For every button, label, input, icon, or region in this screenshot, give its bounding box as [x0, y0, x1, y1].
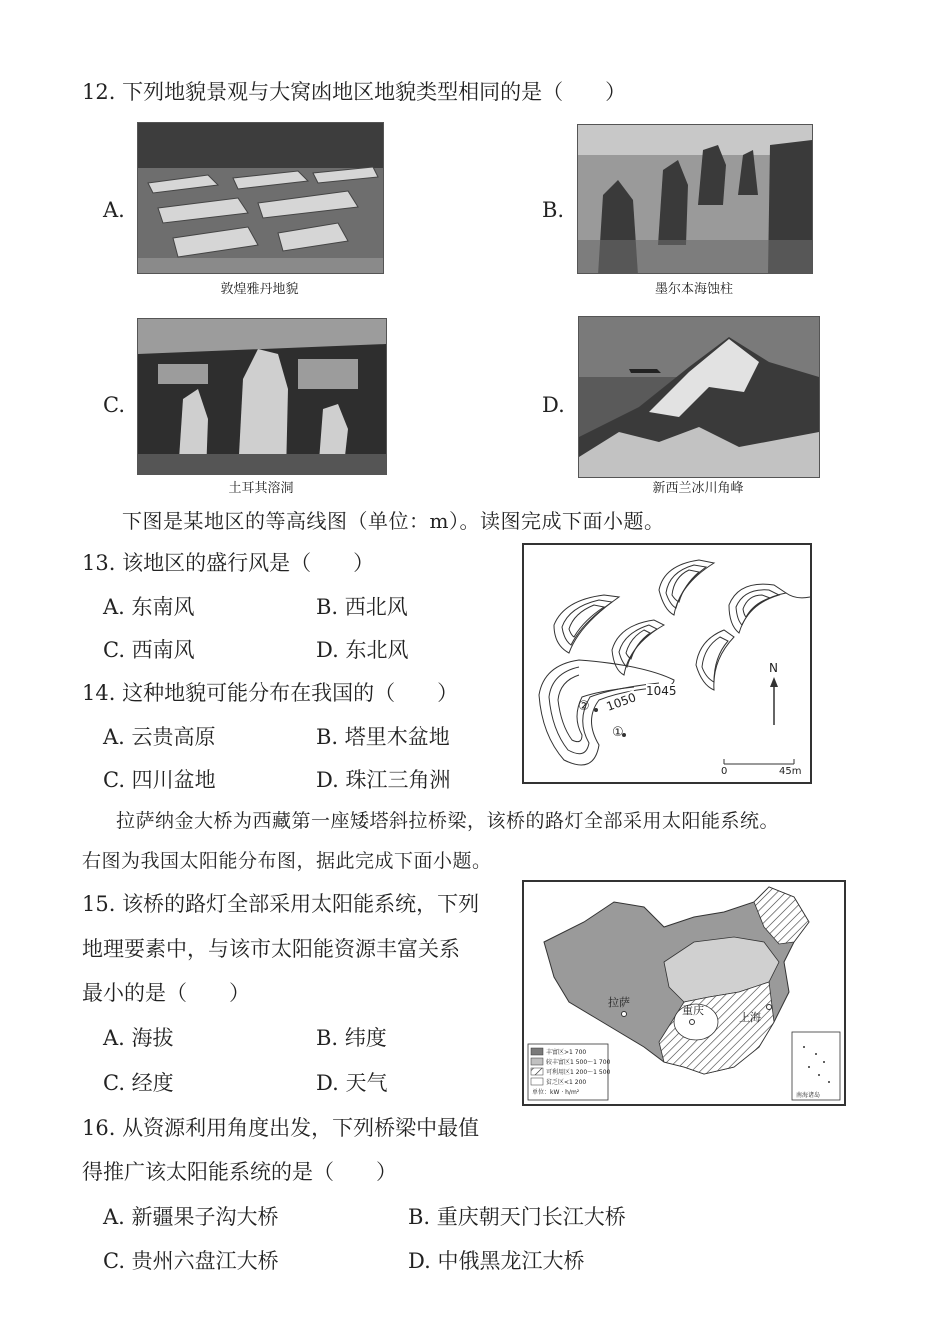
- contour-intro: 下图是某地区的等高线图（单位：m）。读图完成下面小题。: [122, 509, 665, 533]
- q14-option-c[interactable]: C. 四川盆地: [103, 768, 216, 792]
- q12-option-d-caption: 新西兰冰川角峰: [652, 481, 744, 496]
- q15-option-b[interactable]: B. 纬度: [316, 1026, 387, 1050]
- q15-stem-line1: 15. 该桥的路灯全部采用太阳能系统，下列: [82, 892, 480, 916]
- q16-option-b[interactable]: B. 重庆朝天门长江大桥: [408, 1205, 626, 1229]
- glacial-horn-photo: [578, 316, 820, 478]
- q12-option-a-caption: 敦煌雅丹地貌: [220, 282, 299, 297]
- q16-stem-line1: 16. 从资源利用角度出发，下列桥梁中最值: [82, 1116, 480, 1140]
- q13-option-a[interactable]: A. 东南风: [103, 595, 195, 619]
- legend-rich: 丰富区>1 700: [546, 1049, 587, 1056]
- q15-stem-line3: 最小的是（ ）: [82, 981, 250, 1005]
- city-shanghai-label: 上海: [739, 1011, 761, 1024]
- contour-label-1045: 1045: [646, 684, 677, 698]
- q14-stem: 14. 这种地貌可能分布在我国的（ ）: [82, 681, 459, 705]
- sea-stack-photo: [577, 124, 813, 274]
- solar-map: [522, 880, 846, 1106]
- q12-option-b-letter: B.: [542, 198, 565, 222]
- scale-end-label: 45m: [779, 766, 802, 777]
- q14-option-a[interactable]: A. 云贵高原: [103, 725, 216, 749]
- q15-stem-line2: 地理要素中，与该市太阳能资源丰富关系: [82, 937, 460, 961]
- legend-poor: 贫乏区<1 200: [546, 1079, 587, 1086]
- q13-option-c[interactable]: C. 西南风: [103, 638, 195, 662]
- q13-option-b[interactable]: B. 西北风: [316, 595, 408, 619]
- q16-option-d[interactable]: D. 中俄黑龙江大桥: [408, 1249, 585, 1273]
- north-label: N: [769, 661, 778, 675]
- q16-option-a[interactable]: A. 新疆果子沟大桥: [103, 1205, 279, 1229]
- legend-fairly-rich: 较丰富区1 500～1 700: [546, 1059, 611, 1066]
- q12-option-d-letter: D.: [542, 393, 565, 417]
- city-lhasa-label: 拉萨: [608, 996, 630, 1009]
- q12-option-b-caption: 墨尔本海蚀柱: [654, 282, 733, 297]
- q12-stem: 12. 下列地貌景观与大窝凼地区地貌类型相同的是（ ）: [82, 80, 627, 104]
- q16-stem-line2: 得推广该太阳能系统的是（ ）: [82, 1160, 397, 1184]
- q12-option-a-letter: A.: [103, 198, 125, 222]
- q12-option-c-letter: C.: [103, 393, 125, 417]
- yardang-photo: [137, 122, 384, 274]
- q13-option-d[interactable]: D. 东北风: [316, 638, 409, 662]
- bridge-intro-line2: 右图为我国太阳能分布图，据此完成下面小题。: [82, 850, 492, 872]
- bridge-intro-line1: 拉萨纳金大桥为西藏第一座矮塔斜拉桥梁，该桥的路灯全部采用太阳能系统。: [116, 810, 780, 832]
- city-chongqing-label: 重庆: [682, 1004, 704, 1017]
- q14-option-d[interactable]: D. 珠江三角洲: [316, 768, 451, 792]
- inset-caption: 南海诸岛: [796, 1092, 821, 1099]
- point-2-label: ②: [578, 699, 590, 714]
- q15-option-c[interactable]: C. 经度: [103, 1071, 174, 1095]
- contour-map: [522, 543, 812, 784]
- q13-stem: 13. 该地区的盛行风是（ ）: [82, 551, 375, 575]
- karst-cave-photo: [137, 318, 387, 475]
- q16-option-c[interactable]: C. 贵州六盘江大桥: [103, 1249, 279, 1273]
- q15-option-a[interactable]: A. 海拔: [103, 1026, 174, 1050]
- legend-usable: 可利用区1 200～1 500: [546, 1069, 611, 1076]
- point-1-label: ①: [612, 725, 624, 740]
- q14-option-b[interactable]: B. 塔里木盆地: [316, 725, 450, 749]
- contour-label-1050: 1050: [604, 690, 639, 714]
- scale-start-label: 0: [721, 766, 728, 777]
- q15-option-d[interactable]: D. 天气: [316, 1071, 388, 1095]
- legend-unit: 单位：kW · h/m²: [532, 1089, 580, 1096]
- q12-option-c-caption: 土耳其溶洞: [228, 481, 294, 496]
